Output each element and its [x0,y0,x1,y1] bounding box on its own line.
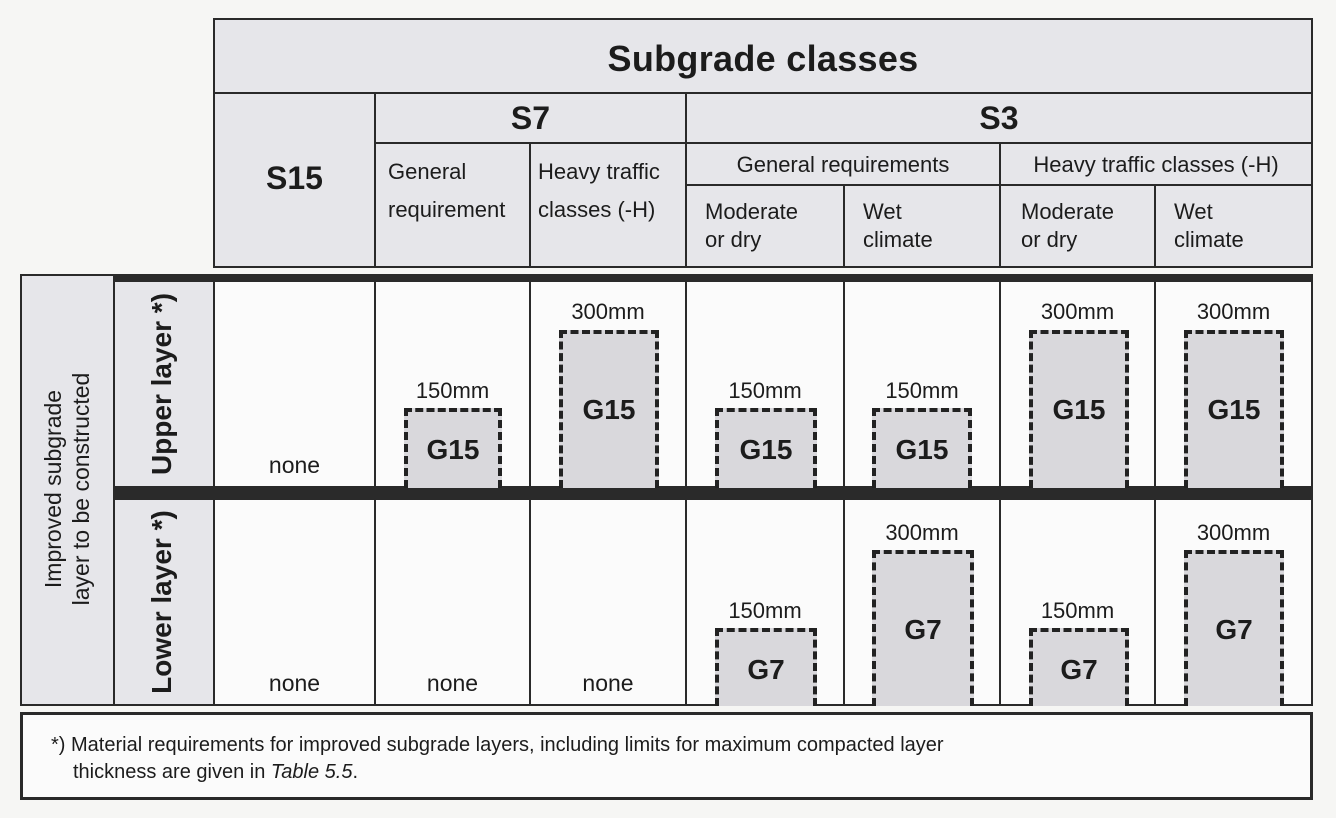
row-group-line1: Improved subgrade [40,389,66,589]
layer-box [715,408,817,488]
s3-general-cell [685,142,1001,186]
footnote-line1: *) Material requirements for improved subgrade layers, including limits for maximum compacted layer [51,734,944,756]
lower-layer-label-cell [113,498,215,706]
s7-general-cell [374,142,531,268]
layer-thickness: 300mm [1196,520,1271,545]
footnote-line2-prefix: thickness are given in [73,761,271,783]
upper-s7-general-cell [374,280,531,488]
layer-material: G7 [747,654,785,685]
s3-heavy-moderate-cell [999,184,1156,268]
layer-box [715,628,817,706]
lower-s3-heavy-wet-cell [1154,498,1313,706]
footnote-line2-suffix: . [352,761,359,783]
layer-thickness: 150mm [728,378,802,403]
s3-heavy-wet-cell [1154,184,1313,268]
upper-layer-label-cell [113,280,215,488]
wet-line2: climate [863,227,933,252]
layer-thickness: 150mm [728,598,802,623]
class-s3-label: S3 [979,100,1019,136]
footnote-box [20,712,1313,800]
footnote-line2 [73,759,358,786]
lower-s15-cell [213,498,376,706]
lower-layer-label: Lower layer *) [146,510,177,694]
s3-heavy-cell [999,142,1313,186]
s3-general-wet-cell [843,184,1001,268]
layer-material: G7 [1060,654,1098,685]
upper-s3-heavy-moderate-cell [999,280,1156,488]
layer-box [1029,330,1129,488]
s7-general-line2: requirement [388,197,506,222]
moderate-line2: or dry [1021,227,1078,252]
layer-material: G15 [1207,394,1261,425]
row-group-cell [20,274,115,706]
upper-s3-heavy-wet-cell [1154,280,1313,488]
moderate-line1: Moderate [1021,199,1114,224]
layer-box [559,330,659,488]
layer-box [872,408,972,488]
lower-s7-general-cell [374,498,531,706]
layer-material: G15 [1052,394,1106,425]
upper-s3-gen-wet-cell [843,280,1001,488]
layer-thickness: 150mm [415,378,490,403]
moderate-line1: Moderate [705,199,798,224]
layer-material: G15 [582,394,636,425]
moderate-line2: or dry [705,227,762,252]
layer-thickness: 300mm [571,299,645,324]
layer-box [1184,550,1284,706]
s7-heavy-line1: Heavy traffic [538,159,660,184]
layer-thickness: 300mm [1196,299,1271,324]
wet-line2: climate [1174,227,1244,252]
layer-box [1184,330,1284,488]
row-group-line2: layer to be constructed [68,372,94,606]
layer-material: G15 [426,434,480,465]
s7-general-line1: General [388,159,467,184]
lower-s3-gen-wet-cell [843,498,1001,706]
s7-heavy-line2: classes (-H) [538,197,656,222]
page-title: Subgrade classes [607,38,919,79]
layer-material: G15 [739,434,793,465]
s7-header-cell [374,92,687,144]
lower-s3-gen-moderate-cell [685,498,845,706]
layer-material: G15 [895,434,949,465]
s15-header-cell [213,92,376,268]
table-reference-link: Table 5.5 [270,761,353,783]
layer-thickness: 150mm [885,378,959,403]
s7-heavy-cell [529,142,687,268]
upper-s7-heavy-cell [529,280,687,488]
s3-general-label: General requirements [736,152,950,177]
wet-line1: Wet [1174,199,1213,224]
upper-layer-label: Upper layer *) [146,292,177,476]
layer-box [872,550,974,706]
layer-thickness: 300mm [1040,299,1115,324]
s3-general-moderate-cell [685,184,845,268]
none-label: none [268,452,321,478]
layer-thickness: 300mm [885,520,959,545]
layer-material: G7 [904,614,942,645]
lower-s7-heavy-cell [529,498,687,706]
none-label: none [268,670,321,696]
layer-box [1029,628,1129,706]
upper-s3-gen-moderate-cell [685,280,845,488]
s3-header-cell [685,92,1313,144]
layer-material: G7 [1215,614,1253,645]
layer-thickness: 150mm [1040,598,1115,623]
none-label: none [582,670,634,696]
lower-s3-heavy-moderate-cell [999,498,1156,706]
layer-box [404,408,502,488]
row-group-label [39,274,95,704]
class-s15-label: S15 [266,160,323,196]
none-label: none [426,670,479,696]
wet-line1: Wet [863,199,902,224]
title-cell [213,18,1313,94]
s3-heavy-label: Heavy traffic classes (-H) [1033,152,1279,177]
class-s7-label: S7 [510,100,551,136]
upper-s15-cell [213,280,376,488]
